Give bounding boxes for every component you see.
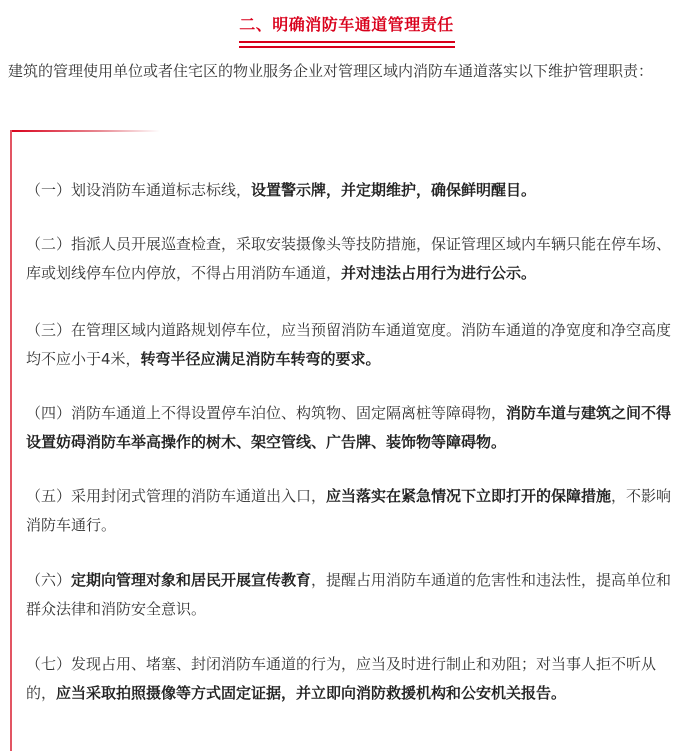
intro-paragraph: 建筑的管理使用单位或者住宅区的物业服务企业对管理区域内消防车通道落实以下维护管理职责： (8, 62, 654, 80)
item-emphasis: 设置警示牌，并定期维护，确保鲜明醒目。 (251, 181, 537, 199)
frame-top-border (10, 130, 160, 132)
item-emphasis: 并对违法占用行为进行公示。 (341, 264, 537, 282)
duty-item-6 (26, 566, 676, 624)
item-emphasis: 转弯半径应满足消防车转弯的要求。 (140, 350, 381, 368)
item-emphasis: 定期向管理对象和居民开展宣传教育 (71, 571, 312, 589)
frame-left-border (10, 130, 12, 751)
item-text: （五）采用封闭式管理的消防车通道出入口， (26, 487, 327, 505)
item-text-tail: ，不影响消防车通行。 (26, 487, 672, 534)
duty-item-3 (26, 316, 676, 374)
item-text: （一）划设消防车通道标志标线， (26, 181, 252, 199)
duty-item-5 (26, 482, 676, 540)
section-heading: 二、明确消防车通道管理责任 (239, 15, 454, 34)
heading-underline-bottom (239, 46, 455, 48)
item-emphasis: 应当采取拍照摄像等方式固定证据，并立即向消防救援机构和公安机关报告。 (56, 684, 567, 702)
item-text-tail: ，提醒占用消防车通道的危害性和违法性，提高单位和群众法律和消防安全意识。 (26, 571, 672, 618)
duty-item-2 (26, 230, 676, 288)
item-text: （三）在管理区域内道路规划停车位，应当预留消防车通道宽度。消防车通道的净宽度和净空高度均不应小于4米， (26, 321, 672, 368)
duty-item-7 (26, 650, 676, 708)
item-emphasis: 消防车道与建筑之间不得设置妨碍消防车举高操作的树木、架空管线、广告牌、装饰物等障碍物。 (26, 404, 672, 451)
heading-underline-top (239, 41, 455, 43)
item-text: （四）消防车通道上不得设置停车泊位、构筑物、固定隔离桩等障碍物， (26, 404, 507, 422)
item-text: （六） (26, 571, 72, 589)
item-text: （七）发现占用、堵塞、封闭消防车通道的行为，应当及时进行制止和劝阻；对当事人拒不听从的， (26, 655, 657, 702)
duty-item-4 (26, 399, 676, 457)
duty-item-1 (26, 176, 676, 205)
item-text: （二）指派人员开展巡查检查，采取安装摄像头等技防措施，保证管理区域内车辆只能在停车场、库或划线停车位内停放，不得占用消防车通道， (26, 235, 672, 282)
item-emphasis: 应当落实在紧急情况下立即打开的保障措施 (326, 487, 612, 505)
section-heading-wrap (0, 14, 693, 40)
